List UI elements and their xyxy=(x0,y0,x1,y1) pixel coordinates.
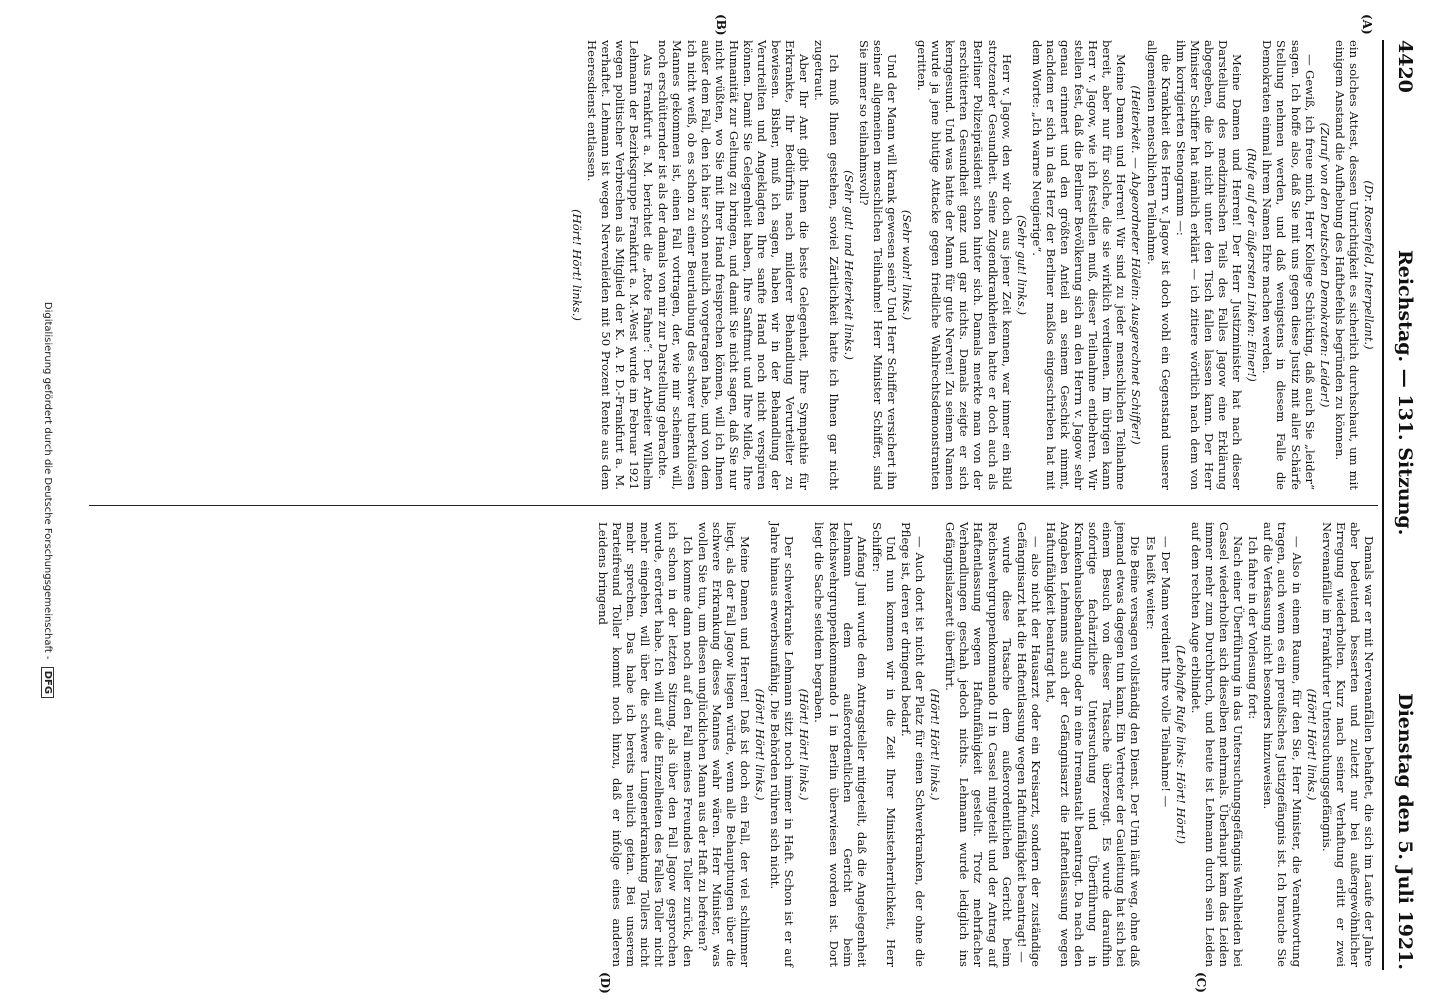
paragraph: Die Beine versagen vollständig den Dienst. Der Urin läuft weg, ohne daß jemand etwas dagegen tun kann. Ein Vertreter der Gauleitung hat sich bei einem Besuch von dieser Tatsache überzeugt. Es wurde daraufhin sofortige fachärztliche Untersuchung und Überführung in Krankenhausbehandlung oder in eine Irrenanstalt beantragt. Da nach den Angaben Lehmanns auch der Gefängnisarzt die Haftentlassung wegen Haftunfähigkeit beantragt hat, xyxy=(1043,522,1143,967)
session-date: Dienstag den 5. Juli 1921. xyxy=(1394,693,1416,970)
interjection: (Sehr gut! links.) xyxy=(1014,215,1029,315)
paragraph: Es heißt weiter: xyxy=(1143,536,1158,630)
interjection: (Zuruf von den Deutschen Demokraten: Leider!) xyxy=(1317,122,1332,408)
margin-mark-b: (B) xyxy=(714,14,728,36)
paragraph: — Der Mann verdient Ihre volle Teilnahme! — xyxy=(1158,536,1173,808)
interjection: (Sehr wahr! links.) xyxy=(900,209,914,321)
paragraph: ein solches Attest, dessen Unrichtigkeit es sicherlich durchschaut, um mit einigem Anstand die Aufhebung des Haftbefehls begründen zu können. xyxy=(1332,40,1361,490)
dfg-logo: DFG xyxy=(41,667,54,698)
paragraph: Meine Damen und Herren! Daß ist doch ein Fall, der viel schlimmer liegt, als der Fall Jagow liegen würde, wenn alle Behauptungen über die schwere Erkrankung dieses Mannes wahr wären. Herr Minister, was wollen Sie tun, um diesen unglücklichen Mann aus der Haft zu befreien? xyxy=(695,522,752,967)
paragraph: — Auch dort ist nicht der Platz für einen Schwerkranken, der ohne die Pflege ist, deren er dringend bedarf. xyxy=(899,522,928,967)
interjection: (Hört! Hört! links.) xyxy=(797,688,812,801)
paragraph: Anfang Juni wurde dem Antragsteller mitgeteilt, daß die Angelegenheit Lehmann dem außerordentlichen Gericht beim Reichswehrgruppenkommando I in Berlin überwiesen worden ist. Dort liegt die Sache seitdem begraben. xyxy=(812,522,869,967)
paragraph: Herr v. Jagow, den wir doch aus jener Zeit kennen, war immer ein Bild strotzender Gesundheit. Seine Zugendkrankheiten hatte er doch auch als Berliner Polizeipräsident schon hinter sich. Damals merkte man von der erschütterten Gesundheit ganz und gar nichts. Damals zeigte er sich kerngesund. Und was hatte der Mann für gute Nerven! Zu seinem Namen wurde ja jene blutige Attacke gegen friedliche Wahlrechtsdemonstranten geritten. xyxy=(915,40,1014,490)
interjection: (Dr. Rosenfeld, Interpellant.) xyxy=(1362,180,1376,350)
paragraph: — Gewiß, ich freue mich, Herr Kollege Schücking, daß auch Sie „leider“ sagen. Ich hoffe also, daß Sie mit uns gegen diese Justiz mit aller Schärfe Stellung nehmen werden, und daß wenigstens in diesem Falle die Demokraten einmal ihrem Namen Ehre machen werden. xyxy=(1260,40,1317,490)
paragraph: Nach einer Überführung in das Untersuchungsgefängnis Wehlheiden bei Cassel wiederholten sich dieselben mehrmals. Überhaupt kam das Leiden immer mehr zum Durchbruch, und heute ist Lehmann durch sein Leiden auf dem rechten Auge erblindet. xyxy=(1188,522,1246,967)
document-page xyxy=(29,0,1434,1000)
interjection: (Sehr gut! und Heiterkeit links.) xyxy=(841,170,856,360)
header-rule xyxy=(1382,40,1384,970)
paragraph: Aber Ihr Amt gibt Ihnen die beste Gelegenheit, Ihre Sympathie für Erkrankte, Ihr Bedürfnis nach milderer Behandlung Verurteilter zu bewiesen. Bisher, muß ich sagen, haben wir in der Behandlung der Verurteilten und Angeklagten Ihre sanfte Hand noch nicht verspüren können. Damit Sie Gelegenheit haben, Ihre Sanftmut und Ihre Milde, Ihre Humanität zur Geltung zu bringen, und damit Sie nicht sagen, daß Sie nur nicht wüßten, wo Sie mit Ihrer Hand freisprechen können, will ich Ihnen außer dem Fall, den ich hier schon neulich vorgetragen habe, und von dem ich nicht weiß, ob es schon zu einer Beurlaubung des schwer tuberkulösen Mannes gekommen ist, einen Fall vortragen, der, wie mir scheinen will, noch erschütternder ist als der damals von mir zur Darstellung gebrachte. xyxy=(656,40,812,490)
paragraph: Ich komme dann noch auf den Fall meines Freundes Toller zurück, den ich schon in der letzten Sitzung, als über den Fall Jagow gesprochen wurde, erörtert habe. Ich will auf die Einzelheiten des Falles Toller nicht mehr eingehen, will über die schwere Lungenerkrankung Tollers nicht mehr sprechen. Das habe ich bereits neulich getan. Bei unserem Parteifreund Toller kommt noch hinzu, daß er infolge eines anderen Leidens bringend xyxy=(596,522,695,967)
page-header xyxy=(1386,40,1416,970)
interjection: (Heiterkeit. — Abgeordneter Hölein: Ausgerechnet Schiffer!) xyxy=(1129,85,1144,445)
paragraph: Ich fahre in der Vorlesung fort: xyxy=(1246,536,1261,720)
margin-mark-a: (A) xyxy=(1360,14,1374,35)
running-title: Reichstag. — 131. Sitzung. xyxy=(1394,250,1416,536)
margin-mark-c: (C) xyxy=(1194,972,1208,993)
paragraph: — also nicht der Hausarzt oder ein Kreisarzt, sondern der zuständige Gefängnisarzt hat die Haftentlassung wegen Haftunfähigkeit beantragt! — xyxy=(1014,522,1043,967)
paragraph: Der schwerkranke Lehmann sitzt noch immer in Haft. Schon ist er auf Jahre hinaus erwerbsunfähig. Die Behörden rühren sich nicht. xyxy=(768,522,797,967)
left-column xyxy=(569,40,1376,490)
paragraph: Aus Frankfurt a. M. berichtet die „Rote Fahne“: Der Arbeiter Wilhelm Lehmann der Bezirksgruppe Frankfurt a. M.-West wurde im Februar 1921 wegen politischer Verbrechen als Mitglied der K. A. P. D.-Frankfurt a. M. verhaftet. Lehmann ist wegen Nervenleiden mit 50 Prozent Rente aus dem Heeresdienst entlassen. xyxy=(584,40,656,490)
paragraph: Meine Damen und Herren! Der Herr Justizminister hat nach dieser Darstellung des medizinischen Teils des Falles Jagow eine Erklärung abgegeben, die ich nicht unter den Tisch fallen lassen kann. Der Herr Minister Schiffer hat nämlich erklärt — ich zitiere wörtlich nach dem von ihm korrigierten Stenogramm —: xyxy=(1173,40,1245,490)
paragraph: Damals war er mit Nervenanfällen behaftet, die sich im Laufe der Jahre aber bedeutend besserten und zuletzt nur bei außergewöhnlicher Erregung wiederholten. Kurz nach seiner Verhaftung erlitt er zwei Nervenanfälle im Frankfurter Untersuchungsgefängnis. xyxy=(1319,522,1376,967)
footer-text: Digitalisierung gefördert durch die Deutsche Forschungsgemeinschaft - xyxy=(42,301,53,660)
right-column xyxy=(595,522,1376,967)
paragraph: Meine Damen und Herren! Wir sind zu jeder menschlichen Teilnahme bereit, aber nur für solche, die sie wirklich verdienen. Im übrigen kann Herr v. Jagow, wie ich feststellen muß, dieser Teilnahme entbehren. Wir stellen fest, daß die Berliner Bevölkerung sich an den Herrn v. Jagow sehr genau erinnert und den größten Anteil an seinem Geschick nimmt, nachdem er sich in das Herz der Berliner maßlos eingeschrieben hat mit dem Worte: „Ich warne Neugierige“. xyxy=(1029,40,1129,490)
interjection: (Hört! Hört! links.) xyxy=(753,688,768,801)
digitization-footer xyxy=(41,0,54,1000)
interjection: (Lebhafte Rufe links: Hört! Hört!) xyxy=(1173,645,1188,844)
interjection: (Hört! Hört! links.) xyxy=(1304,688,1319,801)
paragraph: wurde diese Tatsache dem außerordentlichen Gericht beim Reichswehrgruppenkommando II in Cassel mitgeteilt und der Antrag auf Haftentlassung wegen Haftunfähigkeit gestellt. Trotz mehrfacher Verhandlungen geschah jedoch nichts. Lehmann wurde lediglich ins Gefängnislazarett überführt. xyxy=(943,522,1014,967)
interjection: (Rufe auf der äußersten Linken: Einer!) xyxy=(1245,148,1260,382)
column-divider xyxy=(89,505,1378,506)
paragraph: Und der Mann will krank gewesen sein? Und Herr Schiffer versichert ihn seiner allgemeinen menschlichen Teilnahme! Herr Minister Schiffer, sind Sie immer so teilnahmsvoll? xyxy=(856,40,899,490)
paragraph: — Also in einem Raume, für den Sie, Herr Minister, die Verantwortung tragen, auch wenn es ein preußisches Justizgefängnis ist. Ich brauche Sie auf die Verfassung nicht besonders hinzuweisen. xyxy=(1261,522,1304,967)
page-number: 4420 xyxy=(1394,40,1416,93)
paragraph: Ich muß Ihnen gestehen, soviel Zärtlichkeit hatte ich Ihnen gar nicht zugetraut. xyxy=(812,40,841,490)
interjection: (Hört! Hört! links.) xyxy=(928,688,943,801)
margin-mark-d: (D) xyxy=(598,972,612,994)
interjection: (Hört! Hört! links.) xyxy=(569,209,584,321)
paragraph: Und nun kommen wir in die Zeit Ihrer Ministerherrlichkeit, Herr Schiffer: xyxy=(869,522,898,967)
paragraph: die Krankheit des Herrn v. Jagow ist doch wohl ein Gegenstand unserer allgemeinen menschlichen Teilnahme. xyxy=(1144,40,1173,490)
